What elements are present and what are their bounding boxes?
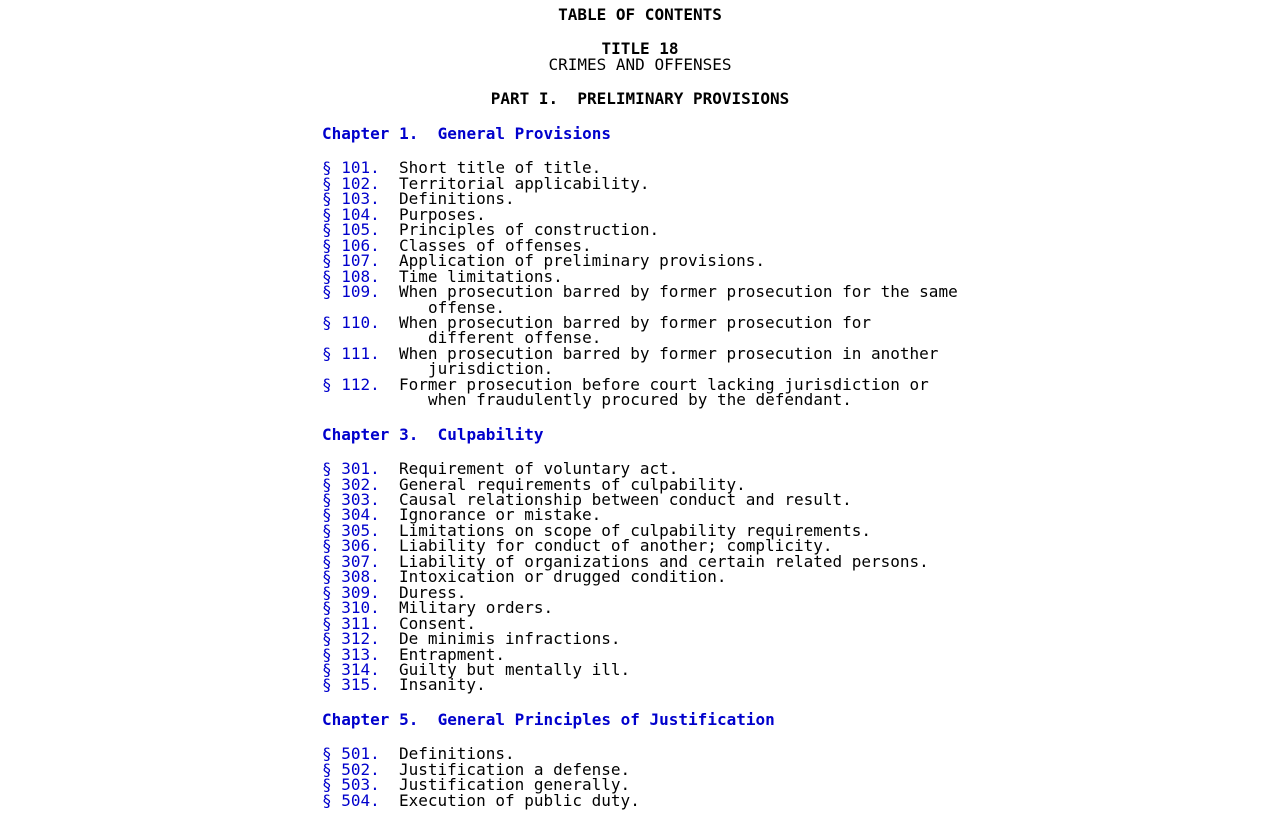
section-number-link[interactable]: § 101. [322, 158, 380, 178]
section-title-line: Justification generally. [399, 775, 631, 795]
section-row [322, 284, 1262, 315]
section-number-link[interactable]: § 107. [322, 251, 380, 271]
section-row [322, 312, 1262, 348]
section-title-line: When prosecution barred by former prosecution for the same [399, 282, 958, 302]
section-number-link[interactable]: § 111. [322, 343, 380, 363]
section-number-link[interactable]: § 312. [322, 629, 380, 649]
section-title-line: Insanity. [399, 675, 486, 695]
section-number-link[interactable]: § 309. [322, 582, 380, 602]
section-number-link[interactable]: § 109. [322, 282, 380, 302]
section-title-line: jurisdiction. [428, 359, 554, 379]
chapter-link[interactable]: Chapter 5. General Principles of Justification [322, 709, 775, 729]
section-number-link[interactable]: § 311. [322, 613, 380, 633]
title-name: CRIMES AND OFFENSES [548, 55, 732, 74]
section-title-line: Former prosecution before court lacking jurisdiction or [399, 374, 929, 394]
section-title-line: Entrapment. [399, 644, 505, 664]
section-number-link[interactable]: § 105. [322, 220, 380, 240]
section-number-link[interactable]: § 308. [322, 567, 380, 587]
section-title-line: Duress. [399, 582, 467, 602]
section-number-link[interactable]: § 503. [322, 775, 380, 795]
section-title-line: Military orders. [399, 598, 554, 618]
section-title-line: offense. [428, 297, 506, 317]
section-title [399, 675, 486, 695]
section-title-line: Justification a defense. [399, 759, 631, 779]
section-number-link[interactable]: § 112. [322, 374, 380, 394]
section-title-line: Liability for conduct of another; complicity. [399, 536, 833, 556]
section-number-link[interactable]: § 314. [322, 660, 380, 680]
section-title-line: Limitations on scope of culpability requirements. [399, 520, 872, 540]
section-number-link[interactable]: § 307. [322, 551, 380, 571]
section-title-line: Classes of offenses. [399, 235, 592, 255]
section-title-line: Consent. [399, 613, 477, 633]
section-title-line: De minimis infractions. [399, 629, 621, 649]
section-title-line: Time limitations. [399, 266, 563, 286]
section-number-link[interactable]: § 110. [322, 312, 380, 332]
toc-content [322, 126, 1262, 827]
chapter-link[interactable]: Chapter 1. General Provisions [322, 124, 611, 143]
section-number-link[interactable]: § 502. [322, 759, 380, 779]
section-title-line: When prosecution barred by former prosecution in another [399, 343, 939, 363]
section-number-link[interactable]: § 103. [322, 189, 380, 209]
section-title-line: Ignorance or mistake. [399, 505, 602, 525]
title-number: TITLE 18 [601, 39, 679, 58]
section-number-link[interactable]: § 302. [322, 474, 380, 494]
section-title-line: Principles of construction. [399, 220, 660, 240]
section-number-link[interactable]: § 108. [322, 266, 380, 286]
section-title-line: Purposes. [399, 204, 486, 224]
section-number-link[interactable]: § 303. [322, 490, 380, 510]
section-row [322, 343, 1262, 379]
section-title-line: different offense. [428, 328, 602, 348]
section-number-link[interactable]: § 501. [322, 744, 380, 764]
section-number-link[interactable]: § 104. [322, 204, 380, 224]
section-row [322, 675, 1262, 695]
section-title [399, 374, 929, 410]
section-number-link[interactable]: § 315. [322, 675, 380, 695]
section-title-line: Intoxication or drugged condition. [399, 567, 727, 587]
section-title [399, 343, 939, 379]
section-number-link[interactable]: § 305. [322, 520, 380, 540]
section-number-link[interactable]: § 304. [322, 505, 380, 525]
section-number-link[interactable]: § 313. [322, 644, 380, 664]
section-title-line: when fraudulently procured by the defendant. [428, 390, 852, 410]
section-row [322, 790, 1262, 810]
section-title-line: Application of preliminary provisions. [399, 251, 766, 271]
section-title-line: Territorial applicability. [399, 173, 650, 193]
section-title [399, 790, 640, 810]
section-number-link[interactable]: § 106. [322, 235, 380, 255]
section-list [322, 746, 1262, 808]
section-list [322, 158, 1262, 410]
section-row [322, 374, 1262, 410]
section-number-link[interactable]: § 310. [322, 598, 380, 618]
section-title-line: Causal relationship between conduct and result. [399, 490, 852, 510]
section-title-line: Short title of title. [399, 158, 602, 178]
section-number-link[interactable]: § 306. [322, 536, 380, 556]
section-title [399, 312, 872, 348]
section-title-line: Guilty but mentally ill. [399, 660, 631, 680]
section-title [399, 284, 958, 315]
toc-heading: TABLE OF CONTENTS [558, 5, 722, 24]
section-title-line: Requirement of voluntary act. [399, 459, 679, 479]
section-number-link[interactable]: § 504. [322, 790, 380, 810]
chapter-link[interactable]: Chapter 3. Culpability [322, 424, 544, 444]
section-number-link[interactable]: § 301. [322, 459, 380, 479]
section-list [322, 461, 1262, 693]
section-number-link[interactable]: § 102. [322, 173, 380, 193]
part-heading: PART I. PRELIMINARY PROVISIONS [490, 89, 790, 108]
section-title-line: Execution of public duty. [399, 790, 640, 810]
section-title-line: Liability of organizations and certain related persons. [399, 551, 929, 571]
section-title-line: Definitions. [399, 189, 515, 209]
section-title-line: Definitions. [399, 744, 515, 764]
section-title-line: When prosecution barred by former prosecution for [399, 312, 872, 332]
section-title-line: General requirements of culpability. [399, 474, 746, 494]
